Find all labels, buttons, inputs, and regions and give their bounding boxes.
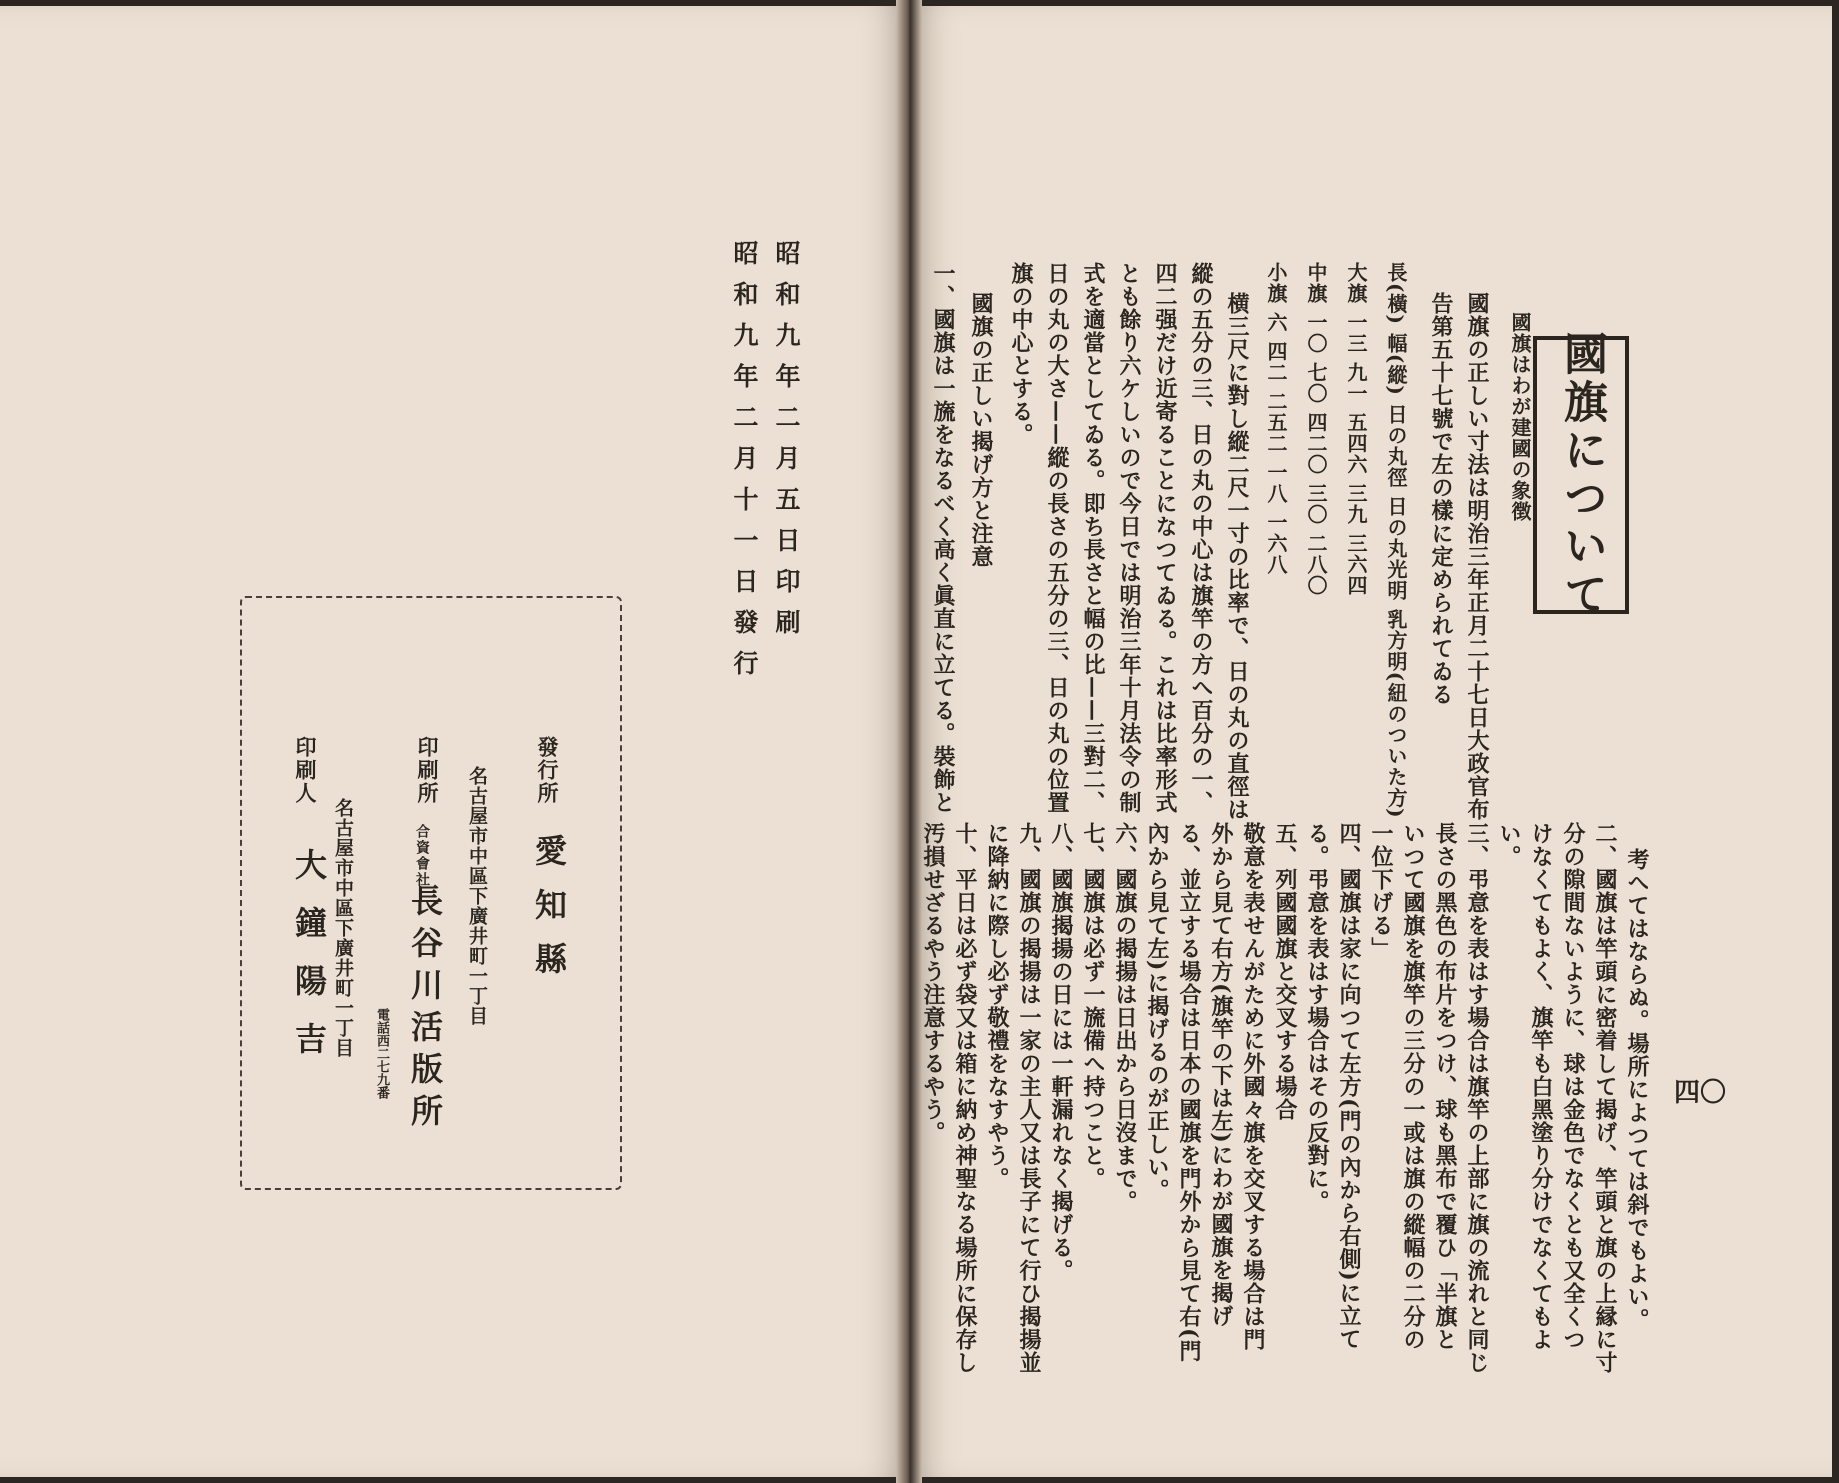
publisher-label: 發行所 xyxy=(535,736,560,805)
rule-line-16: 內から見て左)に揭げるのが正しい。 xyxy=(1144,822,1170,1202)
rule-line-4: けなくてもよく、旗竿も白黑塗り分けでなくてもよ xyxy=(1528,822,1554,1351)
rule-line-9: 一位下げる」 xyxy=(1368,822,1394,960)
rule-line-5: い。 xyxy=(1496,822,1522,868)
rule-line-12: 五、列國國旗と交叉する場合 xyxy=(1272,822,1298,1121)
explanation-line-1: 横三尺に對し縱二尺一寸の比率で、日の丸の直徑は xyxy=(1224,292,1250,821)
explanation-line-3: 四二强だけ近寄ることになつてゐる。これは比率形式 xyxy=(1152,262,1178,814)
explanation-line-7: 旗の中心とする。 xyxy=(1008,262,1034,446)
rule-line-23: 汚損せざるやう注意するやう。 xyxy=(920,822,946,1144)
publisher-name: 愛知縣 xyxy=(530,834,568,996)
rule-line-22: 十、平日は必ず袋又は箱に納め神聖なる場所に保存し xyxy=(952,822,978,1374)
printer-name: 大鐘陽吉 xyxy=(290,848,328,1080)
print-shop-name: 長谷川活版所 xyxy=(406,884,444,1136)
rule-line-13: 敬意を表せんがために外國々旗を交叉する場合は門 xyxy=(1240,822,1266,1351)
rule-line-1: 考へてはならぬ。場所によつては斜でもよい。 xyxy=(1624,848,1650,1331)
rule-line-7: 長さの黑色の布片をつけ、球も黑布で覆ひ「半旗と xyxy=(1432,822,1458,1351)
explanation-line-5: 式を適當としてゐる。即ち長さと幅の比——三對二、 xyxy=(1080,262,1106,814)
colophon-box xyxy=(240,596,622,1190)
explanation-line-6: 日の丸の大さ——縱の長さの五分の三、日の丸の位置 xyxy=(1044,262,1070,814)
section-heading-symbol: 國旗はわが建國の象徴 xyxy=(1508,312,1532,522)
book-gutter xyxy=(896,0,922,1483)
rule-line-21: に降納に際し必ず敬禮をなすやう。 xyxy=(984,822,1010,1190)
rule-line-20: 九、國旗の揭揚は一家の主人又は長子にて行ひ揭揚並 xyxy=(1016,822,1042,1374)
table-row-small: 小旗 六 四二 二五二 一八 一六八 xyxy=(1264,262,1288,575)
intro-line-1: 國旗の正しい寸法は明治三年正月二十七日大政官布 xyxy=(1464,292,1490,821)
printer-person-address: 名古屋市中區下廣井町一丁目 xyxy=(332,798,354,1058)
table-header: 長(橫) 幅(縱) 日の丸徑 日の丸光明 乳方明(紐のついた方) xyxy=(1384,262,1408,819)
rule-line-14: 外から見て右方(旗竿の下は左)にわが國旗を揭げ xyxy=(1208,822,1234,1328)
explanation-line-4: とも餘り六ケしいので今日では明治三年十月法令の制 xyxy=(1116,262,1142,814)
title-box xyxy=(1533,331,1629,619)
table-row-medium: 中旗 一〇 七〇 四二〇 三〇 二八〇 xyxy=(1304,262,1328,596)
table-row-large: 大旗 一三 九一 五四六 三九 三六四 xyxy=(1344,262,1368,596)
rule-line-6: 三、弔意を表はす場合は旗竿の上部に旗の流れと同じ xyxy=(1464,822,1490,1374)
printer-label: 印刷人 xyxy=(293,736,318,805)
print-date: 昭和九年二月五日印刷 xyxy=(772,240,801,650)
rule-line-17: 六、國旗の揭揚は日出から日沒まで。 xyxy=(1112,822,1138,1213)
explanation-line-2: 縱の五分の三、日の丸の中心は旗竿の方へ百分の一、 xyxy=(1188,262,1214,814)
rule-line-2: 二、國旗は竿頭に密着して揭げ、竿頭と旗の上縁に寸 xyxy=(1592,822,1618,1374)
issue-date: 昭和九年二月十一日發行 xyxy=(730,240,759,691)
print-shop-label: 印刷所 xyxy=(415,736,440,805)
page-title: 國旗について xyxy=(1556,331,1607,619)
rule-line-18: 七、國旗は必ず一旒備へ持つこと。 xyxy=(1080,822,1106,1190)
intro-line-2: 告第五十七號で左の樣に定められてゐる xyxy=(1428,292,1454,706)
printer-address: 名古屋市中區下廣井町一丁目 xyxy=(466,766,488,1026)
rule-line-19: 八、國旗揭揚の日には一軒漏れなく揭げる。 xyxy=(1048,822,1074,1282)
print-shop-type: 合資會社 xyxy=(414,824,430,888)
rule-line-11: る。弔意を表はす場合はその反對に。 xyxy=(1304,822,1330,1213)
rule-line-15: る、並立する場合は日本の國旗を門外から見て右(門 xyxy=(1176,822,1202,1363)
section-heading-rules: 國旗の正しい揭げ方と注意 xyxy=(968,292,994,568)
rule-line-10: 四、國旗は家に向つて左方(門の內から右側)に立て xyxy=(1336,822,1362,1351)
page-number: 四〇 xyxy=(1674,1078,1727,1108)
rule-line-3: 分の隙間ないように、球は金色でなくとも又全くつ xyxy=(1560,822,1586,1351)
rule-1: 一、國旗は一旒をなるべく高く眞直に立てる。裝飾と xyxy=(930,262,956,814)
rule-line-8: いつて國旗を旗竿の三分の一或は旗の縱幅の二分の xyxy=(1400,822,1426,1351)
print-shop-phone: 電話西二七九番 xyxy=(374,1008,389,1099)
